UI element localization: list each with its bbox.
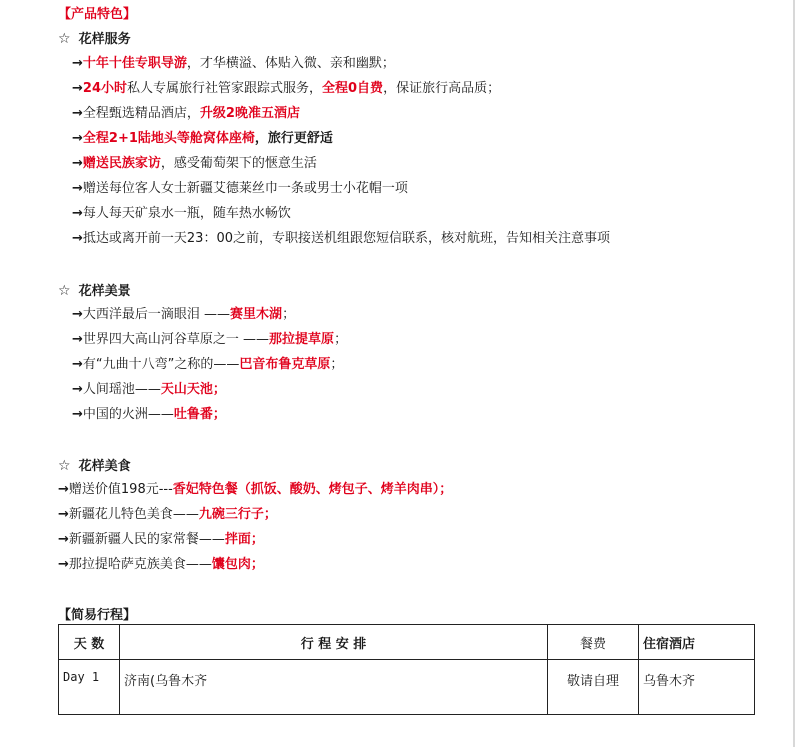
cell-schedule: 济南(乌鲁木齐 [120,660,548,715]
food-item-2-text: 新疆花儿特色美食—— [68,507,199,522]
service-heading-text: 花样服务 [78,32,131,47]
service-item-2-highlight: 24小时 [82,81,127,96]
cell-day: Day 1 [59,660,120,715]
scenery-item-5-highlight: 吐鲁番； [173,407,226,422]
header-schedule: 行 程 安 排 [120,625,548,660]
service-heading [58,29,131,50]
itinerary-header-row [59,625,755,660]
service-item-4-text: ，旅行更舒适 [254,131,333,146]
food-item-4 [58,555,264,575]
table-row [59,660,755,715]
service-item-7 [72,204,291,224]
star-icon: ☆ [58,31,71,47]
food-item-1 [58,480,452,500]
arrow-icon: → [72,181,83,196]
scenery-item-2-highlight: 那拉提草原 [269,332,335,347]
header-meals: 餐费 [548,625,639,660]
scenery-heading-text: 花样美景 [78,284,131,299]
scenery-item-2 [72,330,347,350]
arrow-icon: → [58,482,69,497]
scenery-item-4-text: 人间瑶池—— [82,382,161,397]
header-days: 天 数 [59,625,120,660]
scenery-item-3 [72,355,343,375]
scenery-item-2-text: 世界四大高山河谷草原之一 —— [82,332,270,347]
scenery-item-4 [72,380,226,400]
arrow-icon: → [58,557,69,572]
food-item-4-highlight: 馕包肉； [211,557,264,572]
food-item-2 [58,505,277,525]
itinerary-table [58,624,755,715]
service-item-2-highlight-2: 全程0自费 [322,81,384,96]
food-heading [58,456,131,477]
service-item-5-highlight: 赠送民族家访 [82,156,161,171]
arrow-icon: → [72,56,83,71]
service-item-3-highlight: 升级2晚准五酒店 [199,106,300,121]
service-item-8-text: 抵达或离开前一天23：00之前，专职接送机组跟您短信联系，核对航班，告知相关注意事项 [82,231,610,246]
service-item-3 [72,104,300,124]
scenery-item-3-punct: ； [330,357,344,372]
service-item-5 [72,154,317,174]
food-item-3 [58,530,264,550]
cell-meals: 敬请自理 [548,660,639,715]
scenery-item-2-punct: ； [334,332,348,347]
arrow-icon: → [58,507,69,522]
food-item-4-text: 那拉提哈萨克族美食—— [68,557,212,572]
star-icon: ☆ [58,458,71,474]
service-item-2-text: 私人专属旅行社管家跟踪式服务， [127,81,323,96]
header-hotel: 住宿酒店 [639,625,755,660]
arrow-icon: → [72,131,83,146]
arrow-icon: → [72,357,83,372]
service-item-6 [72,179,408,199]
service-item-4 [72,129,333,149]
scenery-item-1-highlight: 赛里木湖 [230,307,283,322]
service-item-2-text-2: ，保证旅行高品质； [383,81,501,96]
star-icon: ☆ [58,283,71,299]
scenery-item-5-text: 中国的火洲—— [82,407,174,422]
arrow-icon: → [72,382,83,397]
food-heading-text: 花样美食 [78,459,131,474]
service-item-6-text: 赠送每位客人女士新疆艾德莱丝巾一条或男士小花帽一项 [82,181,408,196]
arrow-icon: → [72,332,83,347]
service-item-3-text: 全程甄选精品酒店， [82,106,200,121]
scenery-item-5 [72,405,226,425]
service-item-2 [72,79,500,99]
product-features-title: 【产品特色】 [58,7,137,22]
scenery-heading [58,281,131,302]
food-item-1-highlight: 香妃特色餐（抓饭、酸奶、烤包子、烤羊肉串）； [172,482,453,497]
food-item-3-highlight: 拌面； [224,532,264,547]
food-item-2-highlight: 九碗三行子； [198,507,277,522]
cell-hotel: 乌鲁木齐 [639,660,755,715]
service-item-1-highlight: 十年十佳专职导游 [82,56,187,71]
arrow-icon: → [58,532,69,547]
scenery-item-1-punct: ； [282,307,296,322]
scenery-item-1 [72,305,295,325]
arrow-icon: → [72,407,83,422]
service-item-7-text: 每人每天矿泉水一瓶，随车热水畅饮 [82,206,291,221]
service-item-5-text: ，感受葡萄架下的惬意生活 [160,156,317,171]
scenery-item-3-text: 有“九曲十八弯”之称的—— [82,357,240,372]
arrow-icon: → [72,106,83,121]
itinerary-title: 【简易行程】 [58,608,137,623]
service-item-4-highlight: 全程2+1陆地头等舱窝体座椅 [82,131,255,146]
scenery-item-1-text: 大西洋最后一滴眼泪 —— [82,307,231,322]
food-item-1-text: 赠送价值198元--- [68,482,173,497]
service-item-1 [72,54,395,74]
food-item-3-text: 新疆新疆人民的家常餐—— [68,532,225,547]
scenery-item-4-highlight: 天山天池； [160,382,226,397]
scenery-item-3-highlight: 巴音布鲁克草原 [239,357,331,372]
arrow-icon: → [72,156,83,171]
arrow-icon: → [72,81,83,96]
service-item-1-text: ，才华横溢、体贴入微、亲和幽默； [186,56,395,71]
arrow-icon: → [72,206,83,221]
arrow-icon: → [72,231,83,246]
service-item-8 [72,229,610,249]
arrow-icon: → [72,307,83,322]
